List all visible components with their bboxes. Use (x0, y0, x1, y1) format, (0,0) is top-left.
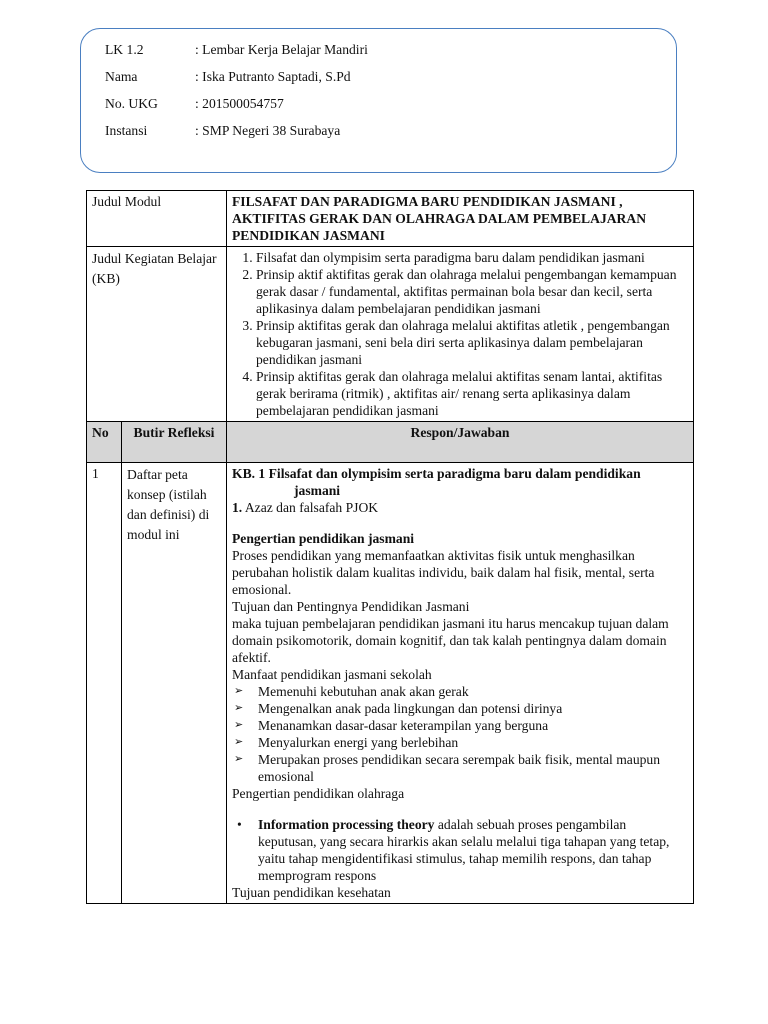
kb-item: 2. Prinsip aktif aktifitas gerak dan olahraga melalui pengembangan kemampuan gerak dasar / fundamental, aktifitas permainan bola besar dan kecil, serta aplikasinya dalam pembelajaran pendidikan jasmani (256, 266, 688, 317)
col-no-header: No (87, 422, 122, 463)
worksheet-table (86, 190, 694, 904)
pengertian-heading: Pengertian pendidikan jasmani (232, 531, 415, 546)
manfaat-item: ➢ Menyalurkan energi yang berlebihan (234, 735, 459, 750)
kesehatan-heading: Tujuan pendidikan kesehatan (232, 885, 391, 900)
manfaat-item: ➢ Menanamkan dasar-dasar keterampilan yang berguna (234, 718, 549, 733)
ipt-text: adalah sebuah proses pengambilan keputusan, yang secara hirarkis akan selalu melalui tiga tahapan yang tetap, yaitu tahap mengidentifikasi stimulus, tahap memilih respons, dan tahap memprogram respons (258, 817, 670, 883)
manfaat-heading: Manfaat pendidikan jasmani sekolah (232, 667, 432, 682)
manfaat-item: ➢ Merupakan proses pendidikan secara serempak baik fisik, mental maupun emosional (234, 752, 661, 784)
kb-list-cell (227, 247, 694, 422)
row1-no: 1 (87, 463, 122, 904)
arrow-bullet-icon: ➢ (234, 753, 244, 765)
judul-kb-label: Judul Kegiatan Belajar (KB) (87, 247, 227, 422)
row-1 (87, 463, 694, 904)
col-butir-header: Butir Refleksi (122, 422, 227, 463)
kb-item: 1. Filsafat dan olympisim serta paradigma baru dalam pendidikan jasmani (256, 249, 688, 266)
tujuan-text: maka tujuan pembelajaran pendidikan jasmani itu harus mencakup tujuan dalam domain psikomotorik, domain kognitif, dan tak kalah pentingnya dalam domain afektif. (232, 616, 669, 665)
arrow-bullet-icon: ➢ (234, 736, 244, 748)
kb-item: 3. Prinsip aktifitas gerak dan olahraga melalui aktifitas atletik , pengembangan kebugaran jasmani, seni bela diri serta aplikasinya dalam pembelajaran pendidikan jasmani (256, 317, 688, 368)
manfaat-list (232, 683, 688, 785)
olahraga-heading: Pengertian pendidikan olahraga (232, 786, 405, 801)
manfaat-item: ➢ Memenuhi kebutuhan anak akan gerak (234, 684, 469, 699)
judul-modul-value: FILSAFAT DAN PARADIGMA BARU PENDIDIKAN JASMANI , AKTIFITAS GERAK DAN OLAHRAGA DALAM PEMBELAJARAN PENDIDIKAN JASMANI (227, 191, 694, 247)
theory-list (232, 816, 688, 884)
kb-item: 4. Prinsip aktifitas gerak dan olahraga melalui aktifitas senam lantai, aktifitas gerak berirama (ritmik) , aktifitas air/ renang serta aplikasinya dalam pembelajaran pendidikan jasmani (256, 368, 688, 419)
dot-bullet-icon: • (237, 817, 242, 832)
pengertian-text: Proses pendidikan yang memanfaatkan aktivitas fisik untuk menghasilkan perubahan holistik dalam kualitas individu, baik dalam hal fisik, mental, serta emosional. (232, 548, 655, 597)
theory-item (232, 816, 688, 884)
manfaat-item: ➢ Mengenalkan anak pada lingkungan dan potensi dirinya (234, 701, 563, 716)
azaz-line (232, 499, 688, 516)
kb1-heading: KB. 1 Filsafat dan olympisim serta paradigma baru dalam pendidikan jasmani (232, 466, 641, 498)
table-header-row (87, 422, 694, 463)
arrow-bullet-icon: ➢ (234, 685, 244, 697)
arrow-bullet-icon: ➢ (234, 702, 244, 714)
ipt-term: Information processing theory (258, 817, 435, 832)
row-judul-kb (87, 247, 694, 422)
row1-butir: Daftar peta konsep (istilah dan definisi) di modul ini (122, 463, 227, 904)
azaz-number: 1. (232, 500, 243, 515)
row1-respon (227, 463, 694, 904)
arrow-bullet-icon: ➢ (234, 719, 244, 731)
kb-list (232, 249, 688, 419)
identity-box: LK 1.2 : Lembar Kerja Belajar Mandiri Nama : Iska Putranto Saptadi, S.Pd No. UKG : 201500054757 Instansi : SMP Negeri 38 Surabaya (80, 28, 677, 173)
judul-modul-label: Judul Modul (87, 191, 227, 247)
tujuan-heading: Tujuan dan Pentingnya Pendidikan Jasmani (232, 599, 470, 614)
row-judul-modul (87, 191, 694, 247)
col-respon-header: Respon/Jawaban (227, 422, 694, 463)
azaz-text: Azaz dan falsafah PJOK (242, 500, 379, 515)
